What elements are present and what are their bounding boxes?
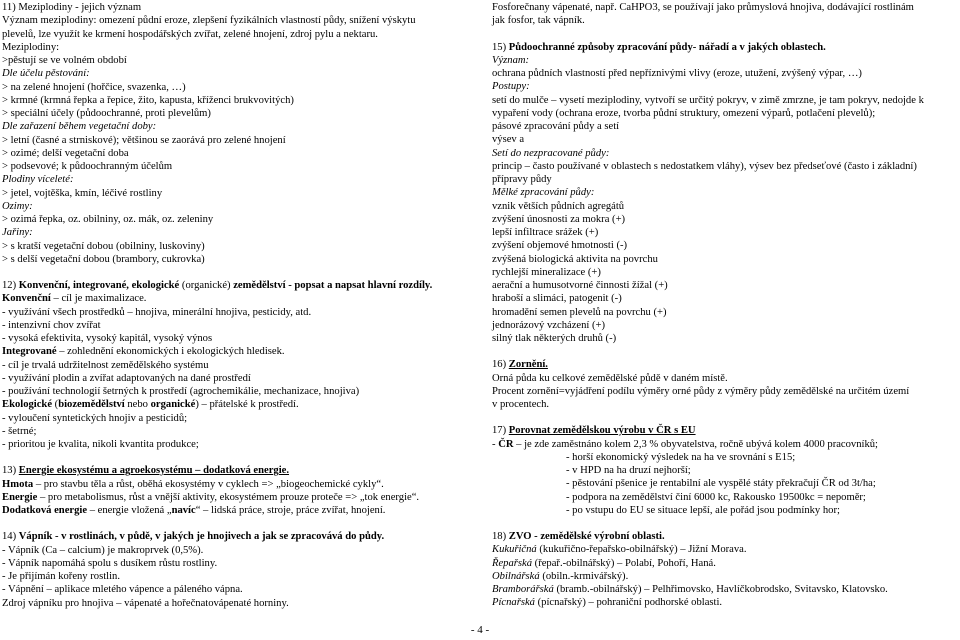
nezpracovana-line: princip – často používané v oblastech s nedostatkem vláhy), výsev bez předseťové (často i základní) bbox=[492, 160, 917, 172]
postupy-line: výsev a bbox=[492, 134, 525, 146]
zvo-row bbox=[492, 583, 958, 596]
zvo-row bbox=[492, 543, 958, 556]
integrovane-label: Integrované bbox=[2, 346, 57, 358]
zvo-text: (obiln.-krmivářský). bbox=[539, 570, 629, 582]
postupy-line: setí do mulče – vysetí meziplodiny, vytvoří se určitý pokryv, v zimě zmrzne, je tam pokryv, nedojde k bbox=[492, 94, 924, 106]
section-17-number: 17) bbox=[492, 425, 509, 437]
vapnik-line: - Vápník napomáhá spolu s dusíkem růstu rostliny. bbox=[2, 557, 218, 569]
section-16-number: 16) bbox=[492, 359, 509, 371]
postupy-heading: Postupy: bbox=[492, 81, 530, 93]
section-11-title: 11) Meziplodiny - jejich význam bbox=[2, 2, 142, 13]
section-13-number: 13) bbox=[2, 465, 19, 477]
ekologicke-item: - prioritou je kvalita, nikoli kvantita produkce; bbox=[2, 439, 199, 450]
dodatkova-label: Dodatková energie bbox=[2, 505, 88, 516]
title-rest: - popsat a napsat hlavní rozdíly. bbox=[285, 280, 433, 291]
zvo-text: (kukuřično-řepařsko-obilnářský) – Jižní Morava. bbox=[536, 544, 747, 556]
melke-item: rychlejší mineralizace (+) bbox=[492, 266, 601, 278]
cr-line bbox=[492, 438, 958, 451]
title-integrovane: integrované bbox=[72, 280, 127, 291]
hmota-text: – pro stavbu těla a růst, oběhá ekosystémy v cyklech => „biogeochemické cykly“. bbox=[33, 478, 384, 490]
zvo-name: Pícnařská bbox=[492, 597, 535, 609]
dodatkova-text: – energie vložená „ bbox=[87, 505, 172, 516]
ekologicke-label: Ekologické bbox=[2, 399, 53, 411]
ekologicke-line bbox=[2, 398, 478, 411]
nezpracovana-heading: Setí do nezpracované půdy: bbox=[492, 147, 610, 159]
ekologicke-item: - šetrné; bbox=[2, 425, 37, 437]
right-column bbox=[492, 1, 958, 610]
title-sep: , bbox=[67, 280, 73, 291]
melke-item: hraboší a slimáci, patogenit (-) bbox=[492, 293, 622, 305]
cr-dash: - bbox=[492, 438, 499, 450]
zvo-row bbox=[492, 570, 958, 583]
title-konvencni: Konvenční bbox=[18, 280, 68, 291]
title-organicke: (organické) bbox=[179, 280, 234, 291]
hmota-line bbox=[2, 478, 478, 491]
meziplodiny-line: >pěstují se ve volném období bbox=[2, 55, 127, 66]
zvo-name: Řepařská bbox=[492, 557, 533, 569]
meziplodiny-heading: Meziplodiny: bbox=[2, 41, 60, 53]
section-18-heading: ZVO - zemědělské výrobní oblasti. bbox=[508, 531, 665, 542]
viceleté-item: > jetel, vojtěška, kmín, léčivé rostliny bbox=[2, 187, 163, 199]
zvo-name: Bramborářská bbox=[492, 584, 554, 595]
melke-item: silný tlak některých druhů (-) bbox=[492, 333, 617, 344]
hmota-label: Hmota bbox=[2, 478, 34, 490]
cr-sub-item: - po vstupu do EU se situace lepší, ale pořád jsou podmínky hor; bbox=[566, 504, 840, 516]
zvo-row bbox=[492, 557, 958, 570]
postupy-line: vypaření vody (ochrana eroze, tvorba půdní struktury, omezení výparů, potlačení plevelů); bbox=[492, 107, 876, 119]
integrovane-item: - využívání plodin a zvířat adaptovaných na dané prostředí bbox=[2, 372, 251, 384]
melke-item: aerační a humusotvorné činnosti žížal (+) bbox=[492, 280, 668, 291]
section-15-title bbox=[492, 41, 958, 54]
jariny-heading: Jařiny: bbox=[2, 227, 33, 239]
vapnik-line: - Vápník (Ca – calcium) je makroprvek (0,5%). bbox=[2, 544, 204, 556]
section-14-title bbox=[2, 530, 478, 543]
zvo-name: Obilnářská bbox=[492, 570, 540, 582]
ucel-item: > na zelené hnojení (hořčice, svazenka, …) bbox=[2, 81, 186, 93]
zvo-text: (řepař.-obilnářský) – Polabí, Pohoří, Haná. bbox=[532, 557, 716, 569]
section-14-heading: Vápník - v rostlinách, v půdě, v jakých je hnojivech a jak se zpracovává do půdy. bbox=[18, 531, 385, 543]
konvencni-item: - intenzivní chov zvířat bbox=[2, 319, 101, 331]
jariny-item: > s kratší vegetační dobou (obilniny, luskoviny) bbox=[2, 240, 205, 252]
title-ekologicke: ekologické bbox=[131, 280, 180, 291]
left-column bbox=[2, 1, 478, 610]
konvencni-label: Konvenční bbox=[2, 293, 51, 305]
section-15-heading: Půdoochranné způsoby zpracování půdy- nářadí a v jakých oblastech. bbox=[508, 41, 826, 53]
organicke-label: organické bbox=[150, 399, 196, 411]
zorneni-line: Procent zornění=vyjádření podílu výměry orné půdy z výměry půdy zemědělské na určitém území bbox=[492, 385, 910, 397]
viceleté-heading: Plodiny víceleté: bbox=[2, 174, 74, 186]
konvencni-text: – cíl je maximalizace. bbox=[50, 293, 147, 305]
section-11-intro-1: Význam meziplodiny: omezení půdní eroze, zlepšení fyzikálních vlastností půdy, snížení výskytu bbox=[2, 15, 416, 27]
vapnik-line: - Je přijímán kořeny rostlin. bbox=[2, 571, 120, 582]
melke-item: zvýšení únosnosti za mokra (+) bbox=[492, 213, 626, 225]
fosforecnany-line: jak fosfor, tak vápník. bbox=[492, 15, 585, 27]
doba-item: > podsevové; k půdoochranným účelům bbox=[2, 161, 173, 172]
energie-line bbox=[2, 491, 478, 504]
section-14-number: 14) bbox=[2, 531, 19, 543]
section-16-title bbox=[492, 358, 958, 371]
section-18-title bbox=[492, 530, 958, 543]
integrovane-text: – zohlednění ekonomických i ekologických hledisek. bbox=[56, 346, 285, 358]
cr-label: ČR bbox=[498, 438, 514, 450]
section-11-intro-2: plevelů, lze využít ke krmení hospodářských zvířat, zelené hnojení, zdroj pylu a nektaru. bbox=[2, 28, 378, 40]
konvencni-line bbox=[2, 292, 478, 305]
nezpracovana-line: přípravy půdy bbox=[492, 174, 552, 185]
doba-item: > ozimé; delší vegetační doba bbox=[2, 147, 129, 159]
section-17-title bbox=[492, 424, 958, 437]
ucel-heading: Dle účelu pěstování: bbox=[2, 68, 90, 80]
integrovane-item: - cíl je trvalá udržitelnost zemědělského systému bbox=[2, 359, 209, 371]
ekologicke-sep: ( bbox=[52, 399, 59, 411]
ucel-item: > speciální účely (půdoochranné, proti plevelům) bbox=[2, 108, 211, 119]
integrovane-item: - používání technologií šetrných k prostředí (agrochemikálie, mechanizace, hnojiva) bbox=[2, 386, 360, 397]
biozemedelstvi-label: biozemědělství bbox=[58, 399, 125, 411]
zvo-name: Kukuřičná bbox=[492, 544, 537, 556]
section-12-number: 12) bbox=[2, 280, 19, 291]
ucel-item: > krmné (krmná řepka a řepice, žito, kapusta, kříženci brukvovitých) bbox=[2, 94, 294, 106]
page-number: - 4 - bbox=[470, 624, 490, 636]
section-15-number: 15) bbox=[492, 41, 509, 53]
melke-item: hromadění semen plevelů na povrchu (+) bbox=[492, 306, 667, 318]
melke-heading: Mělké zpracování půdy: bbox=[492, 187, 595, 199]
doba-item: > letní (časné a strniskové); většinou se zaorává pro zelené hnojení bbox=[2, 134, 286, 146]
cr-text: – je zde zaměstnáno kolem 2,3 % obyvatelstva, ročně ubývá kolem 4000 pracovníků; bbox=[513, 438, 878, 450]
cr-sub-item: - podpora na zemědělství činí 6000 kc, Rakousko 19500kc = nepoměr; bbox=[566, 491, 866, 503]
dodatkova-line bbox=[2, 504, 478, 517]
vyznam-text: ochrana půdních vlastností před nepříznivými vlivy (eroze, utužení, zvýšený výpar, …) bbox=[492, 68, 862, 79]
ekologicke-sep: nebo bbox=[124, 399, 151, 411]
section-12-title bbox=[2, 279, 478, 292]
section-17-heading: Porovnat zemědělskou výrobu v ČR s EU bbox=[508, 425, 696, 437]
melke-item: vznik větších půdních agregátů bbox=[492, 200, 625, 212]
melke-item: jednorázový vzcházení (+) bbox=[492, 319, 606, 331]
navic-label: navíc bbox=[171, 505, 196, 516]
zorneni-line: v procentech. bbox=[492, 399, 550, 410]
energie-label: Energie bbox=[2, 491, 38, 503]
zvo-text: (pícnařský) – pohraniční podhorské oblasti. bbox=[534, 597, 723, 609]
cr-sub-item: - v HPD na ha druzí nejhorší; bbox=[566, 465, 691, 476]
vapnik-line: - Vápnění – aplikace mletého vápence a páleného vápna. bbox=[2, 584, 243, 596]
fosforecnany-line: Fosforečnany vápenaté, např. CaHPO3, se používají jako průmyslová hnojiva, dodávající rostlinám bbox=[492, 2, 914, 13]
vapnik-line: Zdroj vápníku pro hnojiva – vápenaté a hořečnatovápenaté horniny. bbox=[2, 597, 289, 609]
ekologicke-item: - vyloučení syntetických hnojiv a pesticidů; bbox=[2, 412, 188, 424]
zvo-row bbox=[492, 596, 958, 609]
zorneni-line: Orná půda ku celkové zemědělské půdě v daném místě. bbox=[492, 372, 728, 384]
dodatkova-text-end: “ – lidská práce, stroje, práce zvířat, hnojení. bbox=[195, 505, 386, 516]
title-sep: , bbox=[126, 280, 132, 291]
cr-sub-item: - pěstování pšenice je rentabilní ale vyspělé státy překračují ČR od 3t/ha; bbox=[566, 478, 876, 490]
ekologicke-text: ) – přátelské k prostředí. bbox=[195, 399, 299, 411]
section-18-number: 18) bbox=[492, 531, 509, 542]
postupy-line: pásové zpracování půdy a setí bbox=[492, 121, 620, 132]
konvencni-item: - vysoká efektivita, vysoký kapitál, vysoký výnos bbox=[2, 333, 213, 344]
jariny-item: > s delší vegetační dobou (brambory, cukrovka) bbox=[2, 253, 205, 265]
melke-item: zvýšená biologická aktivita na povrchu bbox=[492, 253, 658, 265]
section-16-heading: Zornění. bbox=[508, 359, 548, 371]
section-13-title bbox=[2, 464, 478, 477]
vyznam-heading: Význam: bbox=[492, 54, 530, 66]
ozimy-item: > ozimá řepka, oz. obilniny, oz. mák, oz. zeleniny bbox=[2, 214, 214, 225]
section-13-heading: Energie ekosystému a agroekosystému – dodatková energie. bbox=[18, 465, 290, 477]
integrovane-line bbox=[2, 345, 478, 358]
melke-item: zvýšení objemové hmotnosti (-) bbox=[492, 240, 628, 252]
melke-item: lepší infiltrace srážek (+) bbox=[492, 227, 599, 238]
energie-text: – pro metabolismus, růst a vnější aktivity, ekosystémem prouze proteče => „tok energie“. bbox=[37, 491, 420, 503]
konvencni-item: - využívání všech prostředků – hnojiva, minerální hnojiva, pesticidy, atd. bbox=[2, 306, 312, 318]
ozimy-heading: Ozimy: bbox=[2, 200, 33, 212]
doba-heading: Dle zařazení během vegetační doby: bbox=[2, 121, 157, 133]
zvo-text: (bramb.-obilnářský) – Pelhřimovsko, Havlíčkobrodsko, Svitavsko, Klatovsko. bbox=[553, 584, 888, 595]
cr-sub-item: - horší ekonomický výsledek na ha ve srovnání s E15; bbox=[566, 451, 796, 463]
title-zemedelstvi: zemědělství bbox=[233, 280, 286, 291]
